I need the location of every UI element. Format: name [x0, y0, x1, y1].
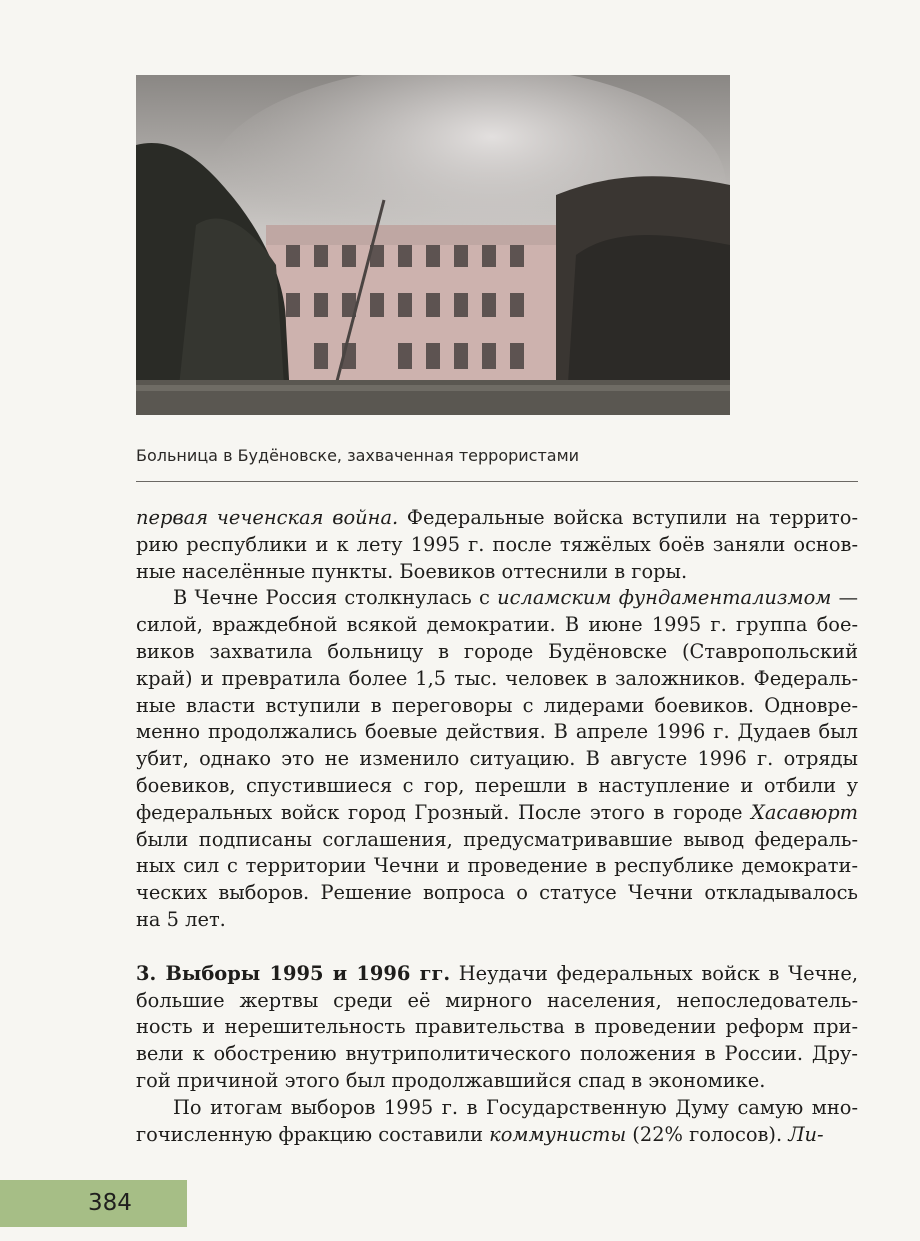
italic-term: Ли-: [788, 1122, 824, 1146]
figure-caption: Больница в Будёновске, захваченная террористами: [136, 446, 580, 465]
text-run: менно продолжались боевые действия. В апреле 1996 г. Дудаев был: [136, 720, 858, 744]
text-run: —: [831, 586, 859, 610]
text-line: [136, 907, 858, 934]
text-line: [136, 1014, 858, 1041]
paragraph-elections-heading: [136, 961, 858, 1095]
text-run: Федеральные войска вступили на террито-: [398, 506, 858, 529]
text-line: [136, 1041, 858, 1068]
text-line: [136, 773, 858, 800]
text-line: [136, 853, 858, 880]
text-run: (22% голосов).: [626, 1122, 789, 1146]
text-line: [136, 612, 858, 639]
text-run: рию республики и к лету 1995 г. после тяжёлых боёв заняли основ-: [136, 532, 858, 556]
text-line: [136, 827, 858, 854]
text-line: [136, 1122, 858, 1149]
text-line: [136, 961, 858, 988]
text-line: [136, 505, 858, 532]
paragraph-duma-results: [136, 1095, 858, 1149]
text-run: ность и нерешительность правительства в проведении реформ при-: [136, 1015, 858, 1039]
page-number: 384: [88, 1190, 132, 1216]
text-run: По итогам выборов 1995 г. в Государственную Думу самую мно-: [173, 1095, 858, 1119]
text-run: большие жертвы среди её мирного населения, непоследователь-: [136, 988, 858, 1012]
text-line: [136, 880, 858, 907]
text-run: были подписаны соглашения, предусматривавшие вывод федераль-: [136, 827, 858, 851]
paragraph-islamic-fundamentalism: [136, 585, 858, 933]
body-text: [136, 505, 858, 1148]
text-run: на 5 лет.: [136, 907, 226, 931]
text-run: Неудачи федеральных войск в Чечне,: [450, 961, 858, 985]
text-run: ных сил с территории Чечни и проведение в республике демократи-: [136, 854, 858, 878]
text-line: [136, 719, 858, 746]
text-run: ные населённые пункты. Боевиков оттеснили в горы.: [136, 559, 688, 583]
text-run: В Чечне Россия столкнулась с: [173, 586, 498, 610]
text-line: [136, 746, 858, 773]
italic-term: первая чеченская война.: [136, 506, 399, 529]
text-line: [136, 1068, 858, 1095]
text-line: [136, 666, 858, 693]
text-line: [136, 639, 858, 666]
text-line: [136, 800, 858, 827]
text-run: силой, враждебной всякой демократии. В июне 1995 г. группа бое-: [136, 613, 858, 637]
italic-term: Хасавюрт: [751, 800, 858, 824]
text-line: [136, 693, 858, 720]
text-run: федеральных войск город Грозный. После этого в городе: [136, 800, 752, 824]
text-run: виков захватила больницу в городе Будёновске (Ставропольский: [136, 639, 858, 663]
text-run: вели к обострению внутриполитического положения в России. Дру-: [136, 1042, 858, 1066]
section-heading: 3. Выборы 1995 и 1996 гг.: [136, 961, 451, 985]
text-line: [136, 559, 858, 586]
section-gap: [136, 934, 858, 961]
text-line: [136, 988, 858, 1015]
text-run: убит, однако это не изменило ситуацию. В августе 1996 г. отряды: [136, 747, 858, 771]
paragraph-first-war: [136, 505, 858, 585]
caption-divider: [136, 481, 858, 482]
text-run: гой причиной этого был продолжавшийся спад в экономике.: [136, 1068, 766, 1092]
text-line: [136, 585, 858, 612]
hospital-photo: [136, 75, 730, 415]
text-run: гочисленную фракцию составили: [136, 1122, 490, 1146]
italic-term: коммунисты: [489, 1122, 627, 1146]
italic-term: исламским фундаментализмом: [497, 586, 832, 610]
text-line: [136, 1095, 858, 1122]
text-run: ческих выборов. Решение вопроса о статусе Чечни откладывалось: [136, 881, 858, 905]
text-run: боевиков, спустившиеся с гор, перешли в наступление и отбили у: [136, 773, 858, 797]
text-run: ные власти вступили в переговоры с лидерами боевиков. Одновре-: [136, 693, 858, 717]
text-run: край) и превратила более 1,5 тыс. человек в заложников. Федераль-: [136, 666, 858, 690]
text-line: [136, 532, 858, 559]
